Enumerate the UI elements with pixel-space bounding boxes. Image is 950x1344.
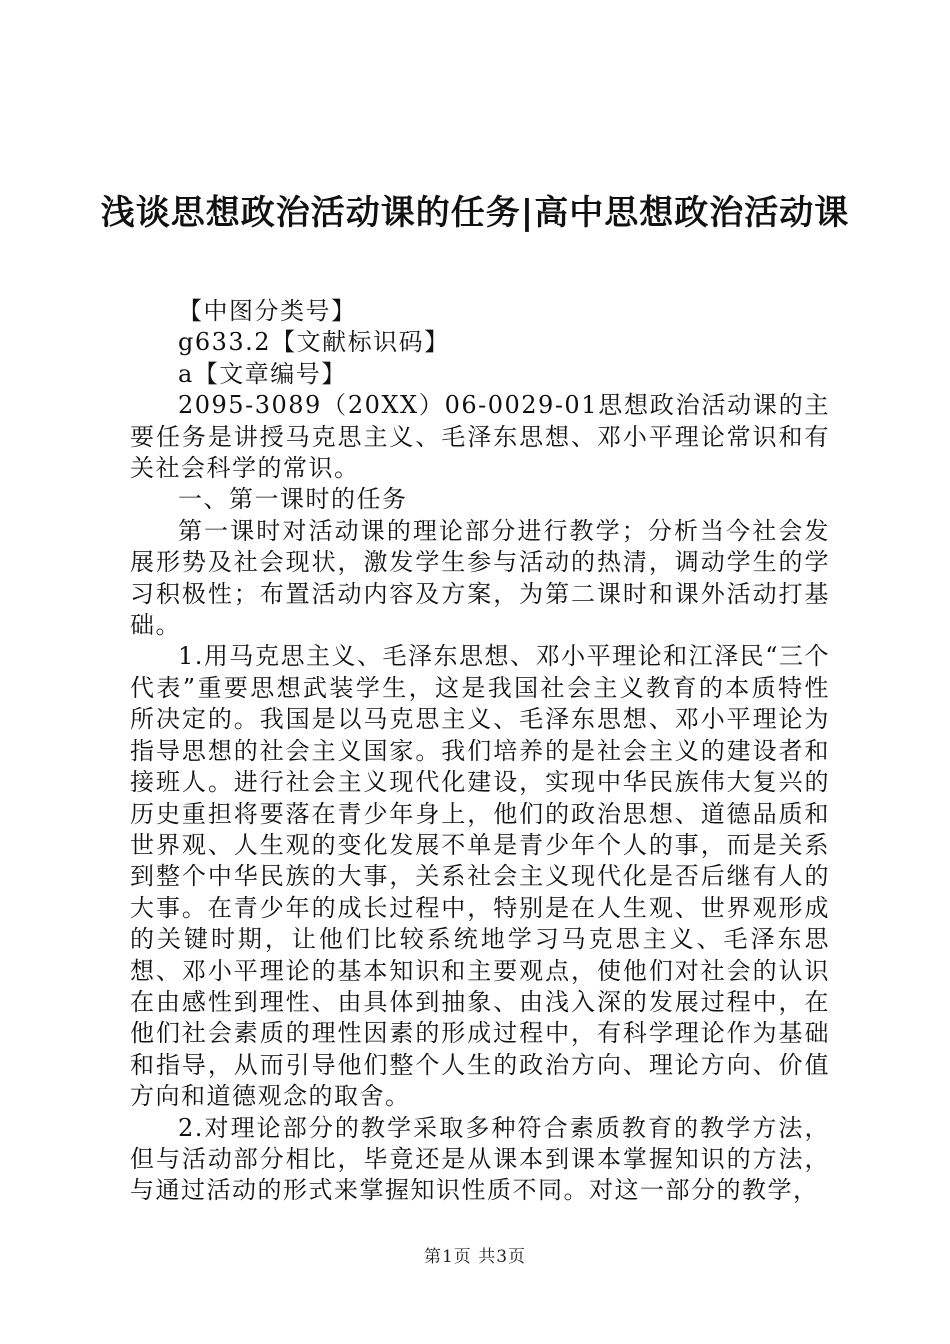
document-body <box>130 296 830 1207</box>
document-title: 浅谈思想政治活动课的任务|高中思想政治活动课 <box>100 193 850 233</box>
clc-label: 【中图分类号】 <box>178 297 357 325</box>
section-heading: 一、第一课时的任务 <box>178 485 408 514</box>
paragraph-intro: 2095-3089（20XX）06-0029-01思想政治活动课的主要任务是讲授马克思主义、毛泽东思想、邓小平理论常识和有关社会科学的常识。 <box>130 391 830 483</box>
paragraph: 第一课时对活动课的理论部分进行教学；分析当今社会发展形势及社会现状，激发学生参与活动的热清，调动学生的学习积极性；布置活动内容及方案，为第二课时和课外活动打基础。 <box>130 516 830 640</box>
paragraph: 1.用马克思主义、毛泽东思想、邓小平理论和江泽民“三个代表”重要思想武装学生，这是我国社会主义教育的本质特性所决定的。我国是以马克思主义、毛泽东思想、邓小平理论为指导思想的社会主义国家。我们培养的是社会主义的建设者和接班人。进行社会主义现代化建设，实现中华民族伟大复兴的历史重担将要落在青少年身上，他们的政治思想、道德品质和世界观、人生观的变化发展不单是青少年个人的事，而是关系到整个中华民族的大事，关系社会主义现代化是否后继有人的大事。在青少年的成长过程中，特别是在人生观、世界观形成的关键时期，让他们比较系统地学习马克思主义、毛泽东思想、邓小平理论的基本知识和主要观点，使他们对社会的认识在由感性到理性、由具体到抽象、由浅入深的发展过程中，在他们社会素质的理性因素的形成过程中，有科学理论作为基础和指导，从而引导他们整个人生的政治方向、理论方向、价值方向和道德观念的取舍。 <box>130 642 830 1111</box>
paragraph: 2.对理论部分的教学采取多种符合素质教育的教学方法，但与活动部分相比，毕竟还是从课本到课本掌握知识的方法，与通过活动的形式来掌握知识性质不同。对这一部分的教学， <box>130 1113 830 1205</box>
doc-code-article-no-label: a【文章编号】 <box>178 359 347 388</box>
clc-value-doc-code-label: g633.2【文献标识码】 <box>178 328 450 357</box>
page-number-footer: 第1页 共3页 <box>423 1247 527 1267</box>
